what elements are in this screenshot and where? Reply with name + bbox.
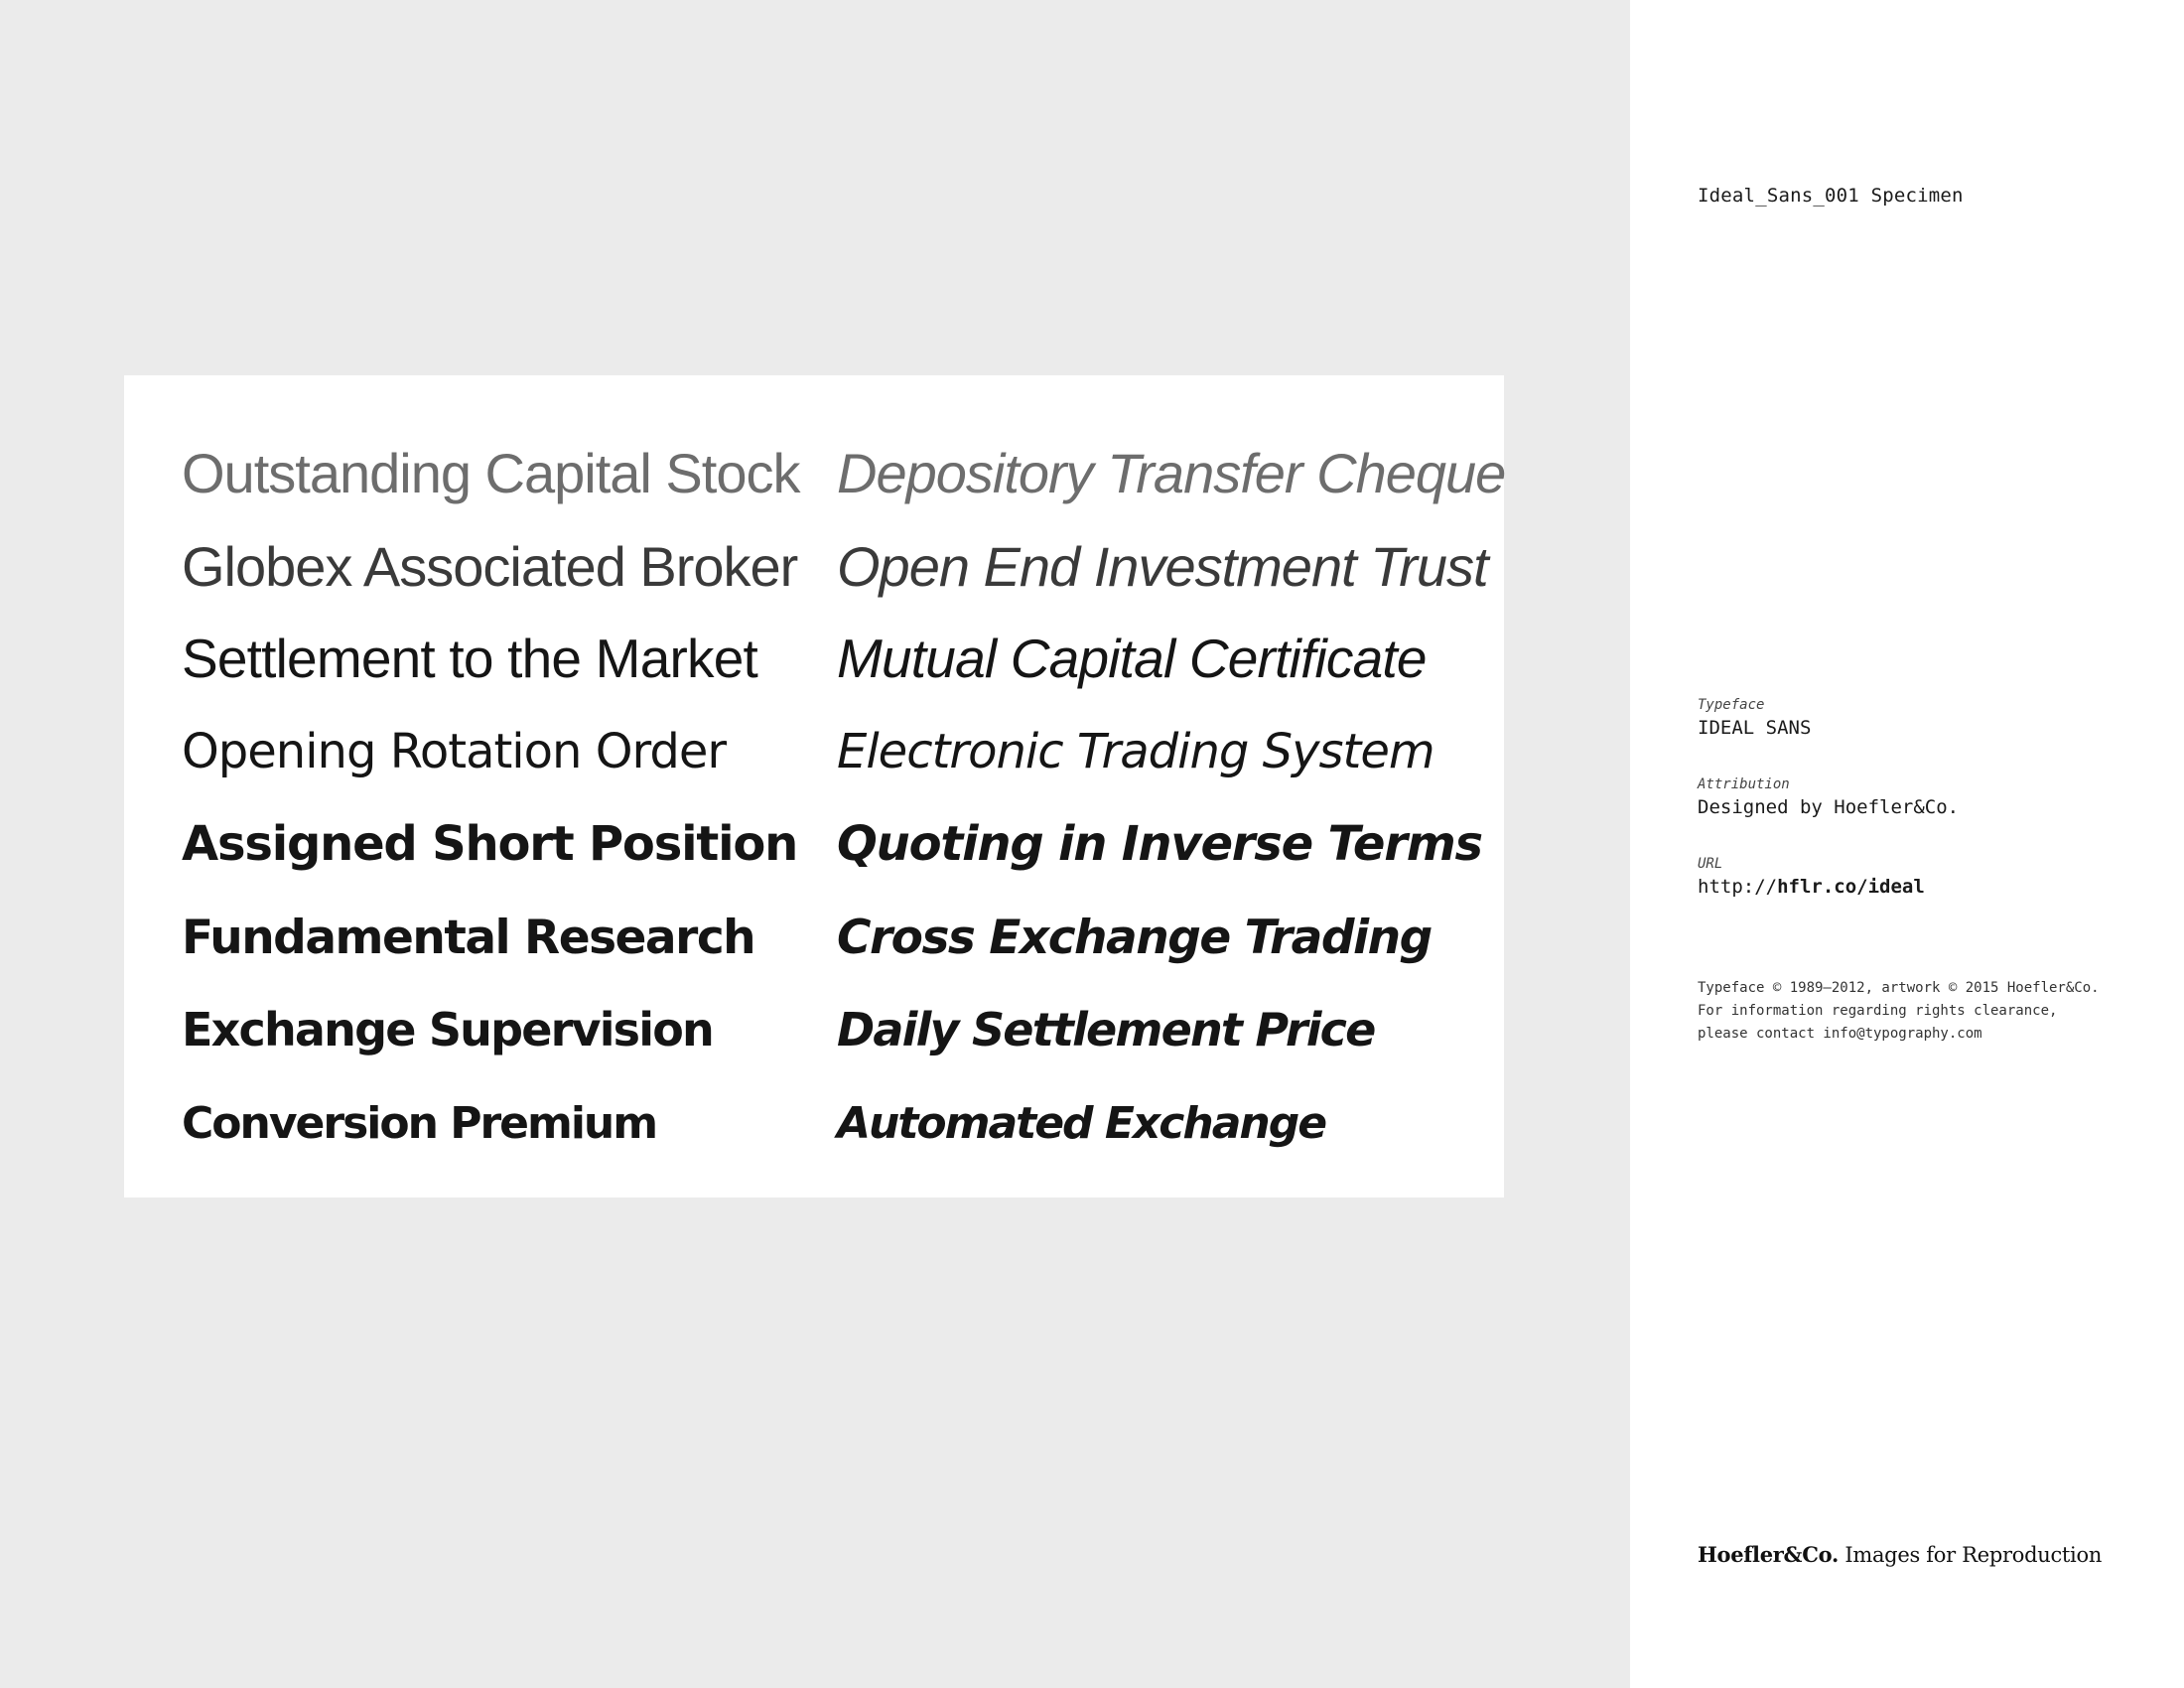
roman-line-7: Exchange Supervision [182,1003,713,1056]
attribution-value: Designed by Hoefler&Co. [1698,796,1960,818]
italic-line-2: Open End Investment Trust [837,534,1488,598]
footer-text: Images for Reproduction [1838,1543,2103,1567]
url-label: URL [1698,856,1723,872]
roman-line-4: Opening Rotation Order [182,723,727,779]
url-link[interactable] [1698,874,1959,900]
specimen-card [124,375,1504,1197]
document-title: Ideal_Sans_001 Specimen [1698,185,1964,207]
typeface-value: IDEAL SANS [1698,717,1812,739]
roman-line-3: Settlement to the Market [182,628,757,689]
roman-line-2: Globex Associated Broker [182,534,798,598]
roman-line-8: Conversion Premium [182,1097,657,1149]
footer-brand: Hoefler&Co. [1698,1542,1839,1567]
italic-line-3: Mutual Capital Certificate [837,628,1427,689]
rights-line-2: For information regarding rights clearance, [1698,1003,2058,1019]
rights-notice [1698,977,2100,1046]
roman-column [182,427,800,1170]
rights-line-1: Typeface © 1989–2012, artwork © 2015 Hoefler&Co. [1698,980,2100,996]
footer-credit [1698,1542,2102,1567]
italic-column [837,427,1506,1170]
italic-line-6: Cross Exchange Trading [837,910,1432,965]
metadata-block [1698,695,1959,933]
italic-line-1: Depository Transfer Cheque [837,442,1506,504]
roman-line-5: Assigned Short Position [182,816,798,872]
info-sidebar [1630,0,2184,1688]
italic-line-7: Daily Settlement Price [837,1003,1375,1056]
attribution-label: Attribution [1698,776,1790,792]
typeface-label: Typeface [1698,697,1765,713]
italic-line-4: Electronic Trading System [837,723,1434,779]
url-domain: hflr.co/ideal [1777,876,1925,898]
roman-line-1: Outstanding Capital Stock [182,442,800,504]
url-prefix: http:// [1698,876,1778,898]
roman-line-6: Fundamental Research [182,910,755,965]
italic-line-8: Automated Exchange [837,1097,1326,1149]
rights-line-3: please contact info@typography.com [1698,1026,1982,1042]
italic-line-5: Quoting in Inverse Terms [837,816,1482,872]
